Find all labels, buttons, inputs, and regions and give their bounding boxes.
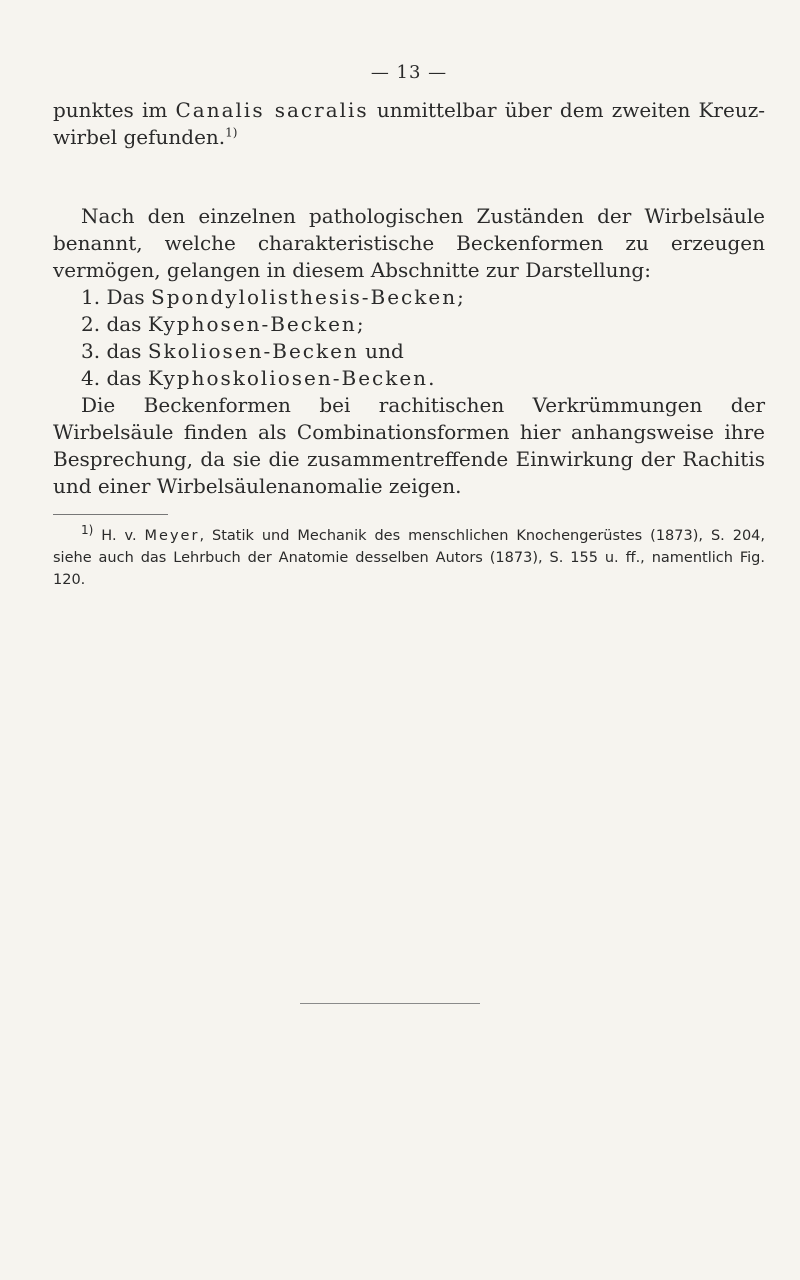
pelvis-type-list xyxy=(53,284,765,392)
footnote-divider xyxy=(53,514,168,515)
list-item: 2. das Kyphosen-Becken; xyxy=(81,312,364,336)
end-divider xyxy=(300,1003,480,1004)
paragraph-rachitis: Die Beckenformen bei rachitischen Verkrümmungen der Wirbelsäule finden als Combinationsformen hier anhangsweise ihre Besprechung, da sie die zusammentreffende Einwirkung der Rachitis und einer Wirbelsäulenanomalie zeigen. xyxy=(53,393,765,498)
list-item: 3. das Skoliosen-Becken und xyxy=(81,339,404,363)
page-number: — 13 — xyxy=(370,62,448,83)
para1-text-a: punktes im xyxy=(53,98,176,122)
page xyxy=(53,62,765,591)
list-item: 4. das Kyphoskoliosen-Becken. xyxy=(81,366,435,390)
paragraph-continuation xyxy=(53,97,765,151)
footnote-author: Meyer xyxy=(144,528,200,544)
para1-spaced-term: Canalis sacralis xyxy=(175,98,369,122)
footnote: $^{1)}$ H. v. Meyer, Statik und Mechanik des menschlichen Knochengerüstes (1873), S. 204, siehe auch das Lehrbuch der Anatomie desselben Autors (1873), S. 155 u. ff., namentlich Fig. 120. xyxy=(53,523,766,588)
paragraph-intro: Nach den einzelnen pathologischen Zuständen der Wirbelsäule benannt, welche charakteristische Beckenformen zu erzeugen vermögen, gelangen in diesem Abschnitte zur Darstellung: xyxy=(53,204,765,282)
list-item: 1. Das Spondylolisthesis-Becken; xyxy=(81,285,464,309)
footnote-marker: 1) xyxy=(81,523,94,538)
para1-text-b: unmittelbar über dem zweiten Kreuz-wirbel gefunden. xyxy=(53,98,765,149)
footnote-reference: 1) xyxy=(225,125,238,140)
